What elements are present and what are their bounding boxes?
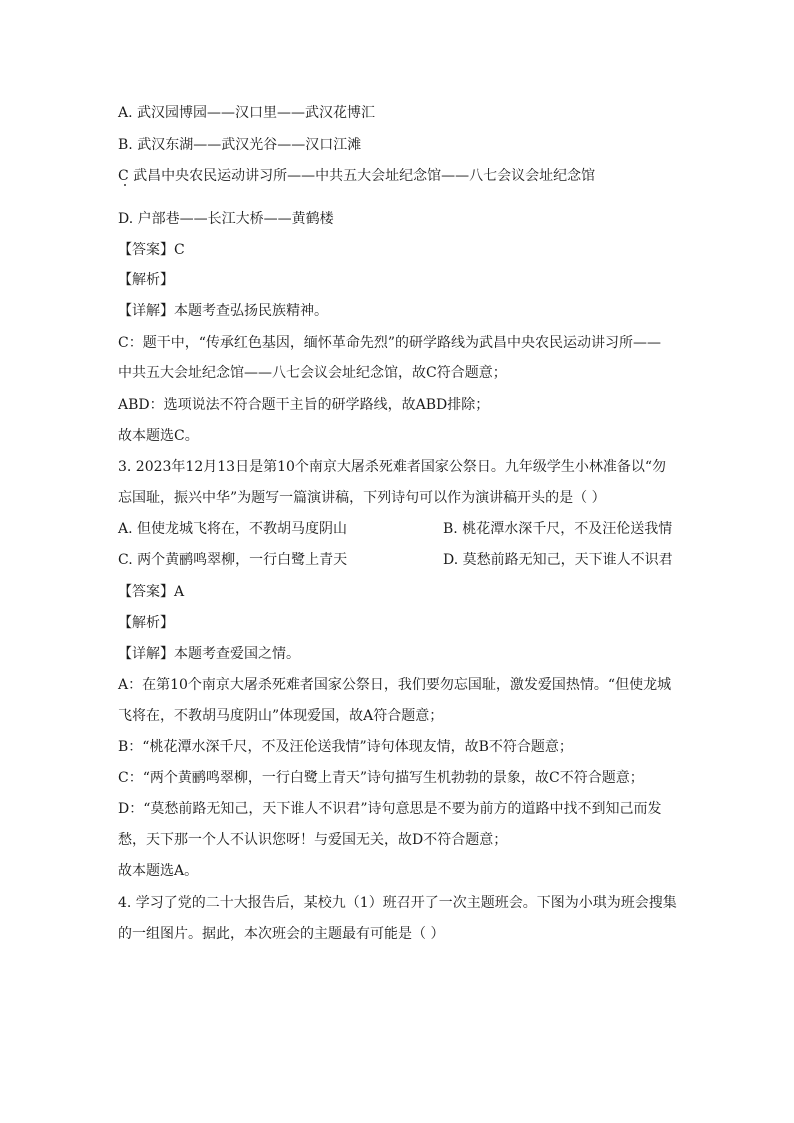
q3-detail: 【详解】本题考查爱国之情。 [118,646,300,662]
q2-explanation-line: C：题干中，“传承红色基因，缅怀革命先烈”的研学路线为武昌中央农民运动讲习所—— [118,335,662,351]
q3-analysis-title: 【解析】 [118,615,174,631]
q2-explanation-line: ABD：选项说法不符合题干主旨的研学路线，故ABD排除； [118,397,490,413]
q2-option-c: C 武昌中央农民运动讲习所——中共五大会址纪念馆——八七会议会址纪念馆 [118,168,596,184]
q3-stem-line: 3. 2023年12月13日是第10个南京大屠杀死难者国家公祭日。九年级学生小林准备以“勿 [118,459,667,475]
q3-explanation-line: 愁，天下那一个人不认识您呀！与爱国无关，故D不符合题意； [118,832,508,848]
q2-option-a: A. 武汉园博园——汉口里——武汉花博汇 [118,105,376,121]
stray-dot [124,184,126,186]
q3-explanation-line: A：在第10个南京大屠杀死难者国家公祭日，我们要勿忘国耻，激发爱国热情。“但使龙城 [118,677,672,693]
q3-explanation-line: B：“桃花潭水深千尺，不及汪伦送我情”诗句体现友情，故B不符合题意； [118,739,573,755]
q2-detail: 【详解】本题考查弘扬民族精神。 [118,303,328,319]
q3-answer: 【答案】A [118,584,185,600]
q3-explanation-line: C：“两个黄鹂鸣翠柳，一行白鹭上青天”诗句描写生机勃勃的景象，故C不符合题意； [118,770,644,786]
q2-analysis-title: 【解析】 [118,272,174,288]
q2-explanation-line: 中共五大会址纪念馆——八七会议会址纪念馆，故C符合题意； [118,365,507,381]
q2-option-d: D. 户部巷——长江大桥——黄鹤楼 [118,211,334,227]
q2-explanation-line: 故本题选C。 [118,428,199,444]
q3-explanation-line: 飞将在，不教胡马度阴山”体现爱国，故A符合题意； [118,708,444,724]
q3-option-b: B. 桃花潭水深千尺，不及汪伦送我情 [443,521,673,537]
q2-answer: 【答案】C [118,242,185,258]
q3-stem-line: 忘国耻，振兴中华”为题写一篇演讲稿，下列诗句可以作为演讲稿开头的是（ ） [118,490,606,506]
q4-stem-line: 的一组图片。据此，本次班会的主题最有可能是（ ） [118,926,445,942]
q3-option-a: A. 但使龙城飞将在，不教胡马度阴山 [118,521,348,537]
q4-stem-line: 4. 学习了党的二十大报告后，某校九（1）班召开了一次主题班会。下图为小琪为班会搜集 [118,895,677,911]
q3-explanation-line: 故本题选A。 [118,863,199,879]
q3-explanation-line: D：“莫愁前路无知己，天下谁人不识君”诗句意思是不要为前方的道路中找不到知己而发 [118,801,662,817]
q2-option-b: B. 武汉东湖——武汉光谷——汉口江滩 [118,137,362,153]
q3-option-d: D. 莫愁前路无知己，天下谁人不识君 [443,552,673,568]
q3-option-c: C. 两个黄鹂鸣翠柳，一行白鹭上青天 [118,552,348,568]
